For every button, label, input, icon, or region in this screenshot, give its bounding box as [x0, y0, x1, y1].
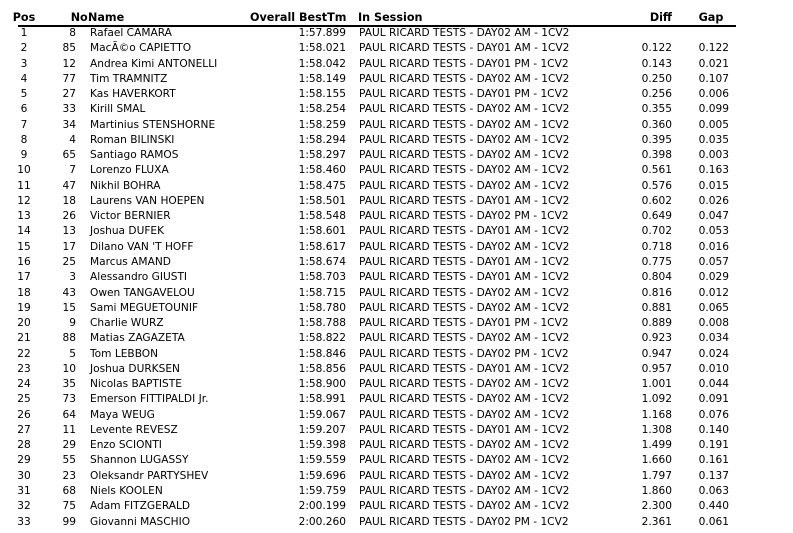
diff-cell: 2.300 [641, 500, 672, 513]
best-time-cell: 1:58.297 [298, 149, 346, 162]
number-cell: 4 [69, 133, 76, 146]
best-time-cell: 2:00.199 [298, 500, 346, 513]
best-time-cell: 1:58.475 [298, 179, 346, 192]
diff-cell: 0.360 [641, 118, 672, 131]
diff-cell: 1.660 [641, 454, 672, 467]
best-time-cell: 1:58.460 [298, 164, 346, 177]
table-row [0, 224, 793, 239]
diff-cell: 1.092 [641, 393, 672, 406]
number-cell: 15 [62, 301, 76, 314]
number-cell: 47 [62, 179, 76, 192]
number-cell: 13 [62, 225, 76, 238]
gap-cell: 0.091 [698, 393, 729, 406]
number-cell: 8 [69, 27, 76, 39]
diff-cell: 0.881 [641, 301, 672, 314]
header-pos: Pos [12, 11, 36, 24]
gap-cell: 0.099 [698, 103, 729, 116]
table-row [0, 118, 793, 133]
pos-cell: 20 [17, 317, 31, 330]
diff-cell: 0.561 [641, 164, 672, 177]
gap-cell: 0.005 [698, 118, 729, 131]
table-row [0, 209, 793, 224]
diff-cell: 2.361 [641, 515, 672, 528]
driver-name-cell: Dilano VAN 'T HOFF [90, 240, 194, 253]
diff-cell: 0.816 [641, 286, 672, 299]
number-cell: 34 [62, 118, 76, 131]
driver-name-cell: Laurens VAN HOEPEN [90, 194, 205, 207]
number-cell: 29 [62, 439, 76, 452]
diff-cell: 0.122 [641, 42, 672, 55]
table-row [0, 499, 793, 514]
pos-cell: 22 [17, 347, 31, 360]
session-cell: PAUL RICARD TESTS - DAY02 AM - 1CV2 [359, 164, 570, 177]
driver-name-cell: Maya WEUG [90, 408, 155, 421]
diff-cell: 1.860 [641, 484, 672, 497]
best-time-cell: 1:58.021 [298, 42, 346, 55]
best-time-cell: 1:58.149 [298, 72, 346, 85]
session-cell: PAUL RICARD TESTS - DAY01 PM - 1CV2 [359, 57, 569, 70]
best-time-cell: 1:58.780 [298, 301, 346, 314]
pos-cell: 26 [17, 408, 31, 421]
session-cell: PAUL RICARD TESTS - DAY01 AM - 1CV2 [359, 255, 570, 268]
gap-cell: 0.122 [698, 42, 729, 55]
driver-name-cell: Joshua DURKSEN [90, 362, 180, 375]
diff-cell: 0.576 [641, 179, 672, 192]
header-diff: Diff [649, 11, 672, 24]
diff-cell: 0.957 [641, 362, 672, 375]
table-body [0, 26, 793, 530]
session-cell: PAUL RICARD TESTS - DAY02 AM - 1CV2 [359, 301, 570, 314]
gap-cell: 0.163 [698, 164, 729, 177]
table-row [0, 163, 793, 178]
session-cell: PAUL RICARD TESTS - DAY01 AM - 1CV2 [359, 423, 570, 436]
number-cell: 26 [62, 210, 76, 223]
diff-cell: 0.889 [641, 317, 672, 330]
session-cell: PAUL RICARD TESTS - DAY02 AM - 1CV2 [359, 378, 570, 391]
pos-cell: 18 [17, 286, 31, 299]
diff-cell: 0.804 [641, 271, 672, 284]
pos-cell: 9 [20, 149, 28, 162]
table-row [0, 301, 793, 316]
driver-name-cell: Tom LEBBON [90, 347, 159, 360]
best-time-cell: 1:59.398 [298, 439, 346, 452]
table-row [0, 133, 793, 148]
session-cell: PAUL RICARD TESTS - DAY01 AM - 1CV2 [359, 225, 570, 238]
gap-cell: 0.015 [698, 179, 729, 192]
number-cell: 33 [62, 103, 76, 116]
number-cell: 73 [62, 393, 76, 406]
number-cell: 43 [62, 286, 76, 299]
driver-name-cell: Santiago RAMOS [90, 149, 179, 162]
gap-cell: 0.024 [698, 347, 729, 360]
header-no: No. [70, 11, 92, 24]
driver-name-cell: Sami MEGUETOUNIF [90, 301, 199, 314]
gap-cell: 0.021 [698, 57, 729, 70]
driver-name-cell: Giovanni MASCHIO [90, 515, 191, 528]
best-time-cell: 1:58.991 [298, 393, 346, 406]
best-time-cell: 1:58.715 [298, 286, 346, 299]
table-row [0, 484, 793, 499]
pos-cell: 13 [17, 210, 31, 223]
best-time-cell: 1:58.254 [298, 103, 346, 116]
header-best-time: Overall BestTm [250, 11, 347, 24]
pos-cell: 1 [20, 27, 28, 39]
number-cell: 18 [62, 194, 76, 207]
pos-cell: 28 [17, 439, 31, 452]
table-row [0, 240, 793, 255]
pos-cell: 4 [20, 72, 28, 85]
table-row [0, 102, 793, 117]
gap-cell: 0.034 [698, 332, 729, 345]
driver-name-cell: Nicolas BAPTISTE [90, 378, 182, 391]
best-time-cell: 1:58.703 [298, 271, 346, 284]
best-time-cell: 1:59.067 [298, 408, 346, 421]
best-time-cell: 1:58.617 [298, 240, 346, 253]
number-cell: 77 [62, 72, 76, 85]
session-cell: PAUL RICARD TESTS - DAY02 AM - 1CV2 [359, 500, 570, 513]
driver-name-cell: Matias ZAGAZETA [90, 332, 185, 345]
session-cell: PAUL RICARD TESTS - DAY02 AM - 1CV2 [359, 469, 570, 482]
table-row [0, 362, 793, 377]
table-row [0, 26, 793, 41]
driver-name-cell: Emerson FITTIPALDI Jr. [90, 393, 209, 406]
best-time-cell: 1:58.900 [298, 378, 346, 391]
header-gap: Gap [698, 11, 724, 24]
diff-cell: 0.143 [641, 57, 672, 70]
pos-cell: 14 [17, 225, 31, 238]
session-cell: PAUL RICARD TESTS - DAY02 AM - 1CV2 [359, 133, 570, 146]
driver-name-cell: Levente REVESZ [90, 423, 178, 436]
session-cell: PAUL RICARD TESTS - DAY01 AM - 1CV2 [359, 271, 570, 284]
number-cell: 25 [62, 255, 76, 268]
number-cell: 7 [69, 164, 76, 177]
session-cell: PAUL RICARD TESTS - DAY02 AM - 1CV2 [359, 393, 570, 406]
gap-cell: 0.035 [698, 133, 729, 146]
gap-cell: 0.076 [698, 408, 729, 421]
diff-cell: 0.602 [641, 194, 672, 207]
driver-name-cell: Lorenzo FLUXA [90, 164, 169, 177]
pos-cell: 2 [20, 42, 28, 55]
gap-cell: 0.107 [698, 72, 729, 85]
pos-cell: 33 [17, 515, 31, 528]
diff-cell: 1.499 [641, 439, 672, 452]
pos-cell: 5 [20, 88, 28, 101]
best-time-cell: 1:57.899 [298, 27, 346, 39]
session-cell: PAUL RICARD TESTS - DAY01 AM - 1CV2 [359, 362, 570, 375]
best-time-cell: 1:59.759 [298, 484, 346, 497]
session-cell: PAUL RICARD TESTS - DAY02 AM - 1CV2 [359, 286, 570, 299]
best-time-cell: 2:00.260 [298, 515, 346, 528]
session-cell: PAUL RICARD TESTS - DAY01 PM - 1CV2 [359, 88, 569, 101]
diff-cell: 0.775 [641, 255, 672, 268]
table-row [0, 408, 793, 423]
diff-cell: 0.718 [641, 240, 672, 253]
table-row [0, 423, 793, 438]
pos-cell: 27 [17, 423, 31, 436]
pos-cell: 10 [17, 164, 31, 177]
table-row [0, 41, 793, 56]
session-cell: PAUL RICARD TESTS - DAY02 PM - 1CV2 [359, 515, 569, 528]
session-cell: PAUL RICARD TESTS - DAY02 PM - 1CV2 [359, 210, 569, 223]
number-cell: 23 [62, 469, 76, 482]
table-row [0, 179, 793, 194]
number-cell: 35 [62, 378, 76, 391]
diff-cell: 1.308 [641, 423, 672, 436]
session-cell: PAUL RICARD TESTS - DAY02 AM - 1CV2 [359, 72, 570, 85]
gap-cell: 0.057 [698, 255, 729, 268]
pos-cell: 6 [20, 103, 28, 116]
number-cell: 88 [62, 332, 76, 345]
pos-cell: 21 [17, 332, 31, 345]
pos-cell: 12 [17, 194, 31, 207]
pos-cell: 8 [20, 133, 28, 146]
best-time-cell: 1:59.696 [298, 469, 346, 482]
pos-cell: 11 [17, 179, 31, 192]
gap-cell: 0.044 [698, 378, 729, 391]
gap-cell: 0.065 [698, 301, 729, 314]
driver-name-cell: Kas HAVERKORT [90, 88, 176, 101]
table-row [0, 438, 793, 453]
pos-cell: 19 [17, 301, 31, 314]
gap-cell: 0.440 [698, 500, 729, 513]
driver-name-cell: Charlie WURZ [90, 317, 164, 330]
pos-cell: 3 [20, 57, 28, 70]
gap-cell: 0.161 [698, 454, 729, 467]
gap-cell: 0.008 [698, 317, 729, 330]
table-row [0, 347, 793, 362]
session-cell: PAUL RICARD TESTS - DAY02 AM - 1CV2 [359, 439, 570, 452]
best-time-cell: 1:58.601 [298, 225, 346, 238]
table-row [0, 286, 793, 301]
diff-cell: 0.256 [641, 88, 672, 101]
diff-cell: 0.398 [641, 149, 672, 162]
table-header [0, 9, 793, 26]
number-cell: 55 [62, 454, 76, 467]
session-cell: PAUL RICARD TESTS - DAY02 AM - 1CV2 [359, 484, 570, 497]
header-session: In Session [358, 11, 423, 24]
driver-name-cell: Enzo SCIONTI [90, 439, 162, 452]
best-time-cell: 1:59.559 [298, 454, 346, 467]
table-row [0, 316, 793, 331]
best-time-cell: 1:58.788 [298, 317, 346, 330]
driver-name-cell: Shannon LUGASSY [90, 454, 189, 467]
gap-cell: 0.006 [698, 88, 729, 101]
number-cell: 9 [69, 317, 76, 330]
diff-cell: 0.649 [641, 210, 672, 223]
driver-name-cell: Nikhil BOHRA [90, 179, 161, 192]
number-cell: 12 [62, 57, 76, 70]
session-cell: PAUL RICARD TESTS - DAY02 AM - 1CV2 [359, 179, 570, 192]
gap-cell: 0.010 [698, 362, 729, 375]
number-cell: 85 [62, 42, 76, 55]
session-cell: PAUL RICARD TESTS - DAY02 PM - 1CV2 [359, 347, 569, 360]
pos-cell: 17 [17, 271, 31, 284]
session-cell: PAUL RICARD TESTS - DAY02 AM - 1CV2 [359, 408, 570, 421]
table-row [0, 453, 793, 468]
driver-name-cell: Tim TRAMNITZ [90, 72, 168, 85]
gap-cell: 0.029 [698, 271, 729, 284]
session-cell: PAUL RICARD TESTS - DAY02 AM - 1CV2 [359, 149, 570, 162]
driver-name-cell: Niels KOOLEN [90, 484, 163, 497]
pos-cell: 31 [17, 484, 31, 497]
results-table [0, 9, 793, 530]
session-cell: PAUL RICARD TESTS - DAY02 AM - 1CV2 [359, 118, 570, 131]
driver-name-cell: MacÃ©o CAPIETTO [90, 42, 192, 55]
best-time-cell: 1:58.259 [298, 118, 346, 131]
session-cell: PAUL RICARD TESTS - DAY01 AM - 1CV2 [359, 194, 570, 207]
best-time-cell: 1:59.207 [298, 423, 346, 436]
number-cell: 27 [62, 88, 76, 101]
table-row [0, 392, 793, 407]
best-time-cell: 1:58.856 [298, 362, 346, 375]
pos-cell: 30 [17, 469, 31, 482]
best-time-cell: 1:58.294 [298, 133, 346, 146]
driver-name-cell: Martinius STENSHORNE [90, 118, 216, 131]
number-cell: 75 [62, 500, 76, 513]
driver-name-cell: Owen TANGAVELOU [90, 286, 195, 299]
number-cell: 68 [62, 484, 76, 497]
table-row [0, 255, 793, 270]
table-row [0, 377, 793, 392]
diff-cell: 1.001 [641, 378, 672, 391]
driver-name-cell: Rafael CAMARA [90, 27, 172, 39]
number-cell: 5 [69, 347, 76, 360]
best-time-cell: 1:58.846 [298, 347, 346, 360]
pos-cell: 24 [17, 378, 31, 391]
number-cell: 3 [69, 271, 76, 284]
driver-name-cell: Victor BERNIER [90, 210, 171, 223]
pos-cell: 7 [20, 118, 28, 131]
session-cell: PAUL RICARD TESTS - DAY02 AM - 1CV2 [359, 332, 570, 345]
gap-cell: 0.137 [698, 469, 729, 482]
gap-cell: 0.012 [698, 286, 729, 299]
driver-name-cell: Oleksandr PARTYSHEV [90, 469, 209, 482]
best-time-cell: 1:58.155 [298, 88, 346, 101]
gap-cell: 0.016 [698, 240, 729, 253]
driver-name-cell: Joshua DUFEK [90, 225, 165, 238]
session-cell: PAUL RICARD TESTS - DAY02 AM - 1CV2 [359, 240, 570, 253]
diff-cell: 1.797 [641, 469, 672, 482]
table-row [0, 72, 793, 87]
gap-cell: 0.047 [698, 210, 729, 223]
diff-cell: 0.702 [641, 225, 672, 238]
diff-cell: 0.395 [641, 133, 672, 146]
best-time-cell: 1:58.501 [298, 194, 346, 207]
table-row [0, 148, 793, 163]
best-time-cell: 1:58.548 [298, 210, 346, 223]
driver-name-cell: Andrea Kimi ANTONELLI [90, 57, 218, 70]
number-cell: 99 [62, 515, 76, 528]
session-cell: PAUL RICARD TESTS - DAY01 PM - 1CV2 [359, 317, 569, 330]
header-name: Name [88, 11, 125, 24]
diff-cell: 0.250 [641, 72, 672, 85]
number-cell: 65 [62, 149, 76, 162]
pos-cell: 32 [17, 500, 31, 513]
gap-cell: 0.191 [698, 439, 729, 452]
diff-cell: 0.947 [641, 347, 672, 360]
table-row [0, 270, 793, 285]
diff-cell: 1.168 [641, 408, 672, 421]
number-cell: 64 [62, 408, 76, 421]
best-time-cell: 1:58.042 [298, 57, 346, 70]
gap-cell: 0.063 [698, 484, 729, 497]
session-cell: PAUL RICARD TESTS - DAY01 AM - 1CV2 [359, 42, 570, 55]
driver-name-cell: Roman BILINSKI [90, 133, 175, 146]
number-cell: 17 [62, 240, 76, 253]
number-cell: 11 [62, 423, 76, 436]
gap-cell: 0.061 [698, 515, 729, 528]
diff-cell: 0.923 [641, 332, 672, 345]
pos-cell: 16 [17, 255, 31, 268]
table-row [0, 331, 793, 346]
session-cell: PAUL RICARD TESTS - DAY02 AM - 1CV2 [359, 454, 570, 467]
best-time-cell: 1:58.674 [298, 255, 346, 268]
pos-cell: 15 [17, 240, 31, 253]
gap-cell: 0.003 [698, 149, 729, 162]
table-row [0, 87, 793, 102]
table-row [0, 515, 793, 530]
driver-name-cell: Alessandro GIUSTI [90, 271, 188, 284]
diff-cell: 0.355 [641, 103, 672, 116]
pos-cell: 25 [17, 393, 31, 406]
session-cell: PAUL RICARD TESTS - DAY02 AM - 1CV2 [359, 103, 570, 116]
pos-cell: 23 [17, 362, 31, 375]
number-cell: 10 [62, 362, 76, 375]
table-row [0, 469, 793, 484]
best-time-cell: 1:58.822 [298, 332, 346, 345]
pos-cell: 29 [17, 454, 31, 467]
gap-cell: 0.026 [698, 194, 729, 207]
driver-name-cell: Marcus AMAND [90, 255, 171, 268]
driver-name-cell: Adam FITZGERALD [90, 500, 191, 513]
driver-name-cell: Kirill SMAL [90, 103, 146, 116]
gap-cell: 0.140 [698, 423, 729, 436]
session-cell: PAUL RICARD TESTS - DAY02 AM - 1CV2 [359, 27, 570, 39]
table-row [0, 194, 793, 209]
gap-cell: 0.053 [698, 225, 729, 238]
table-row [0, 57, 793, 72]
